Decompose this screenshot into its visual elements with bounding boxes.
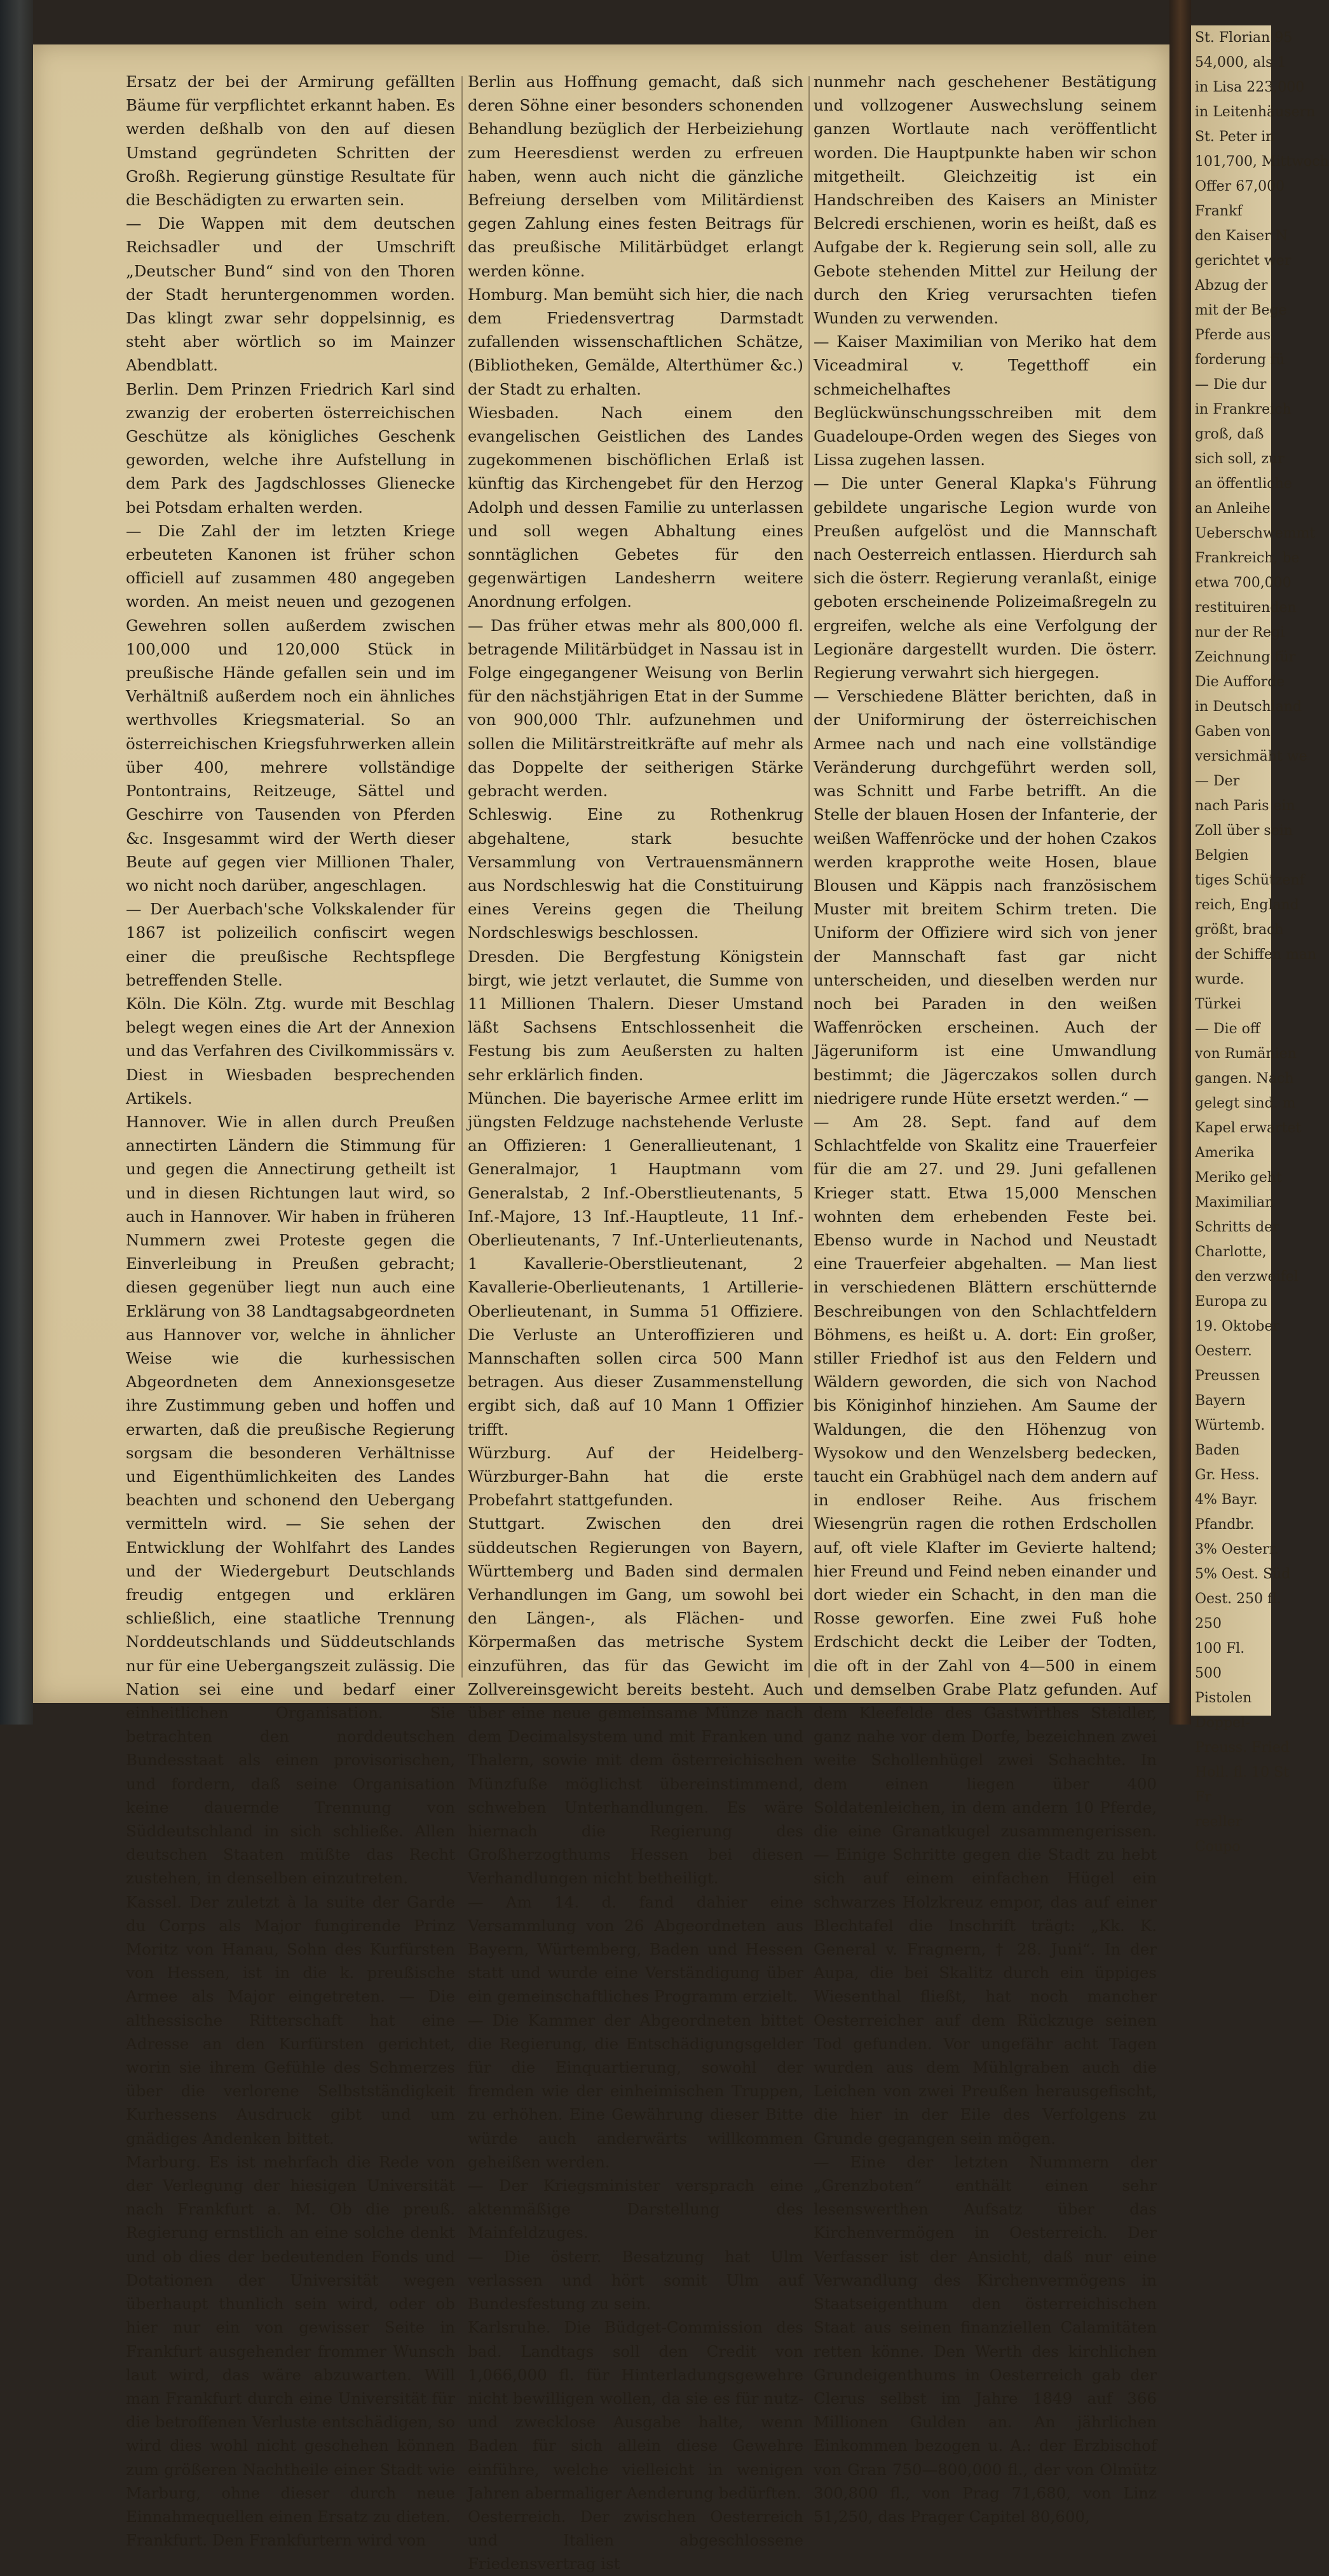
paragraph: Hannover. Wie in allen durch Preußen annectirten Ländern die Stimmung für und gegen die Annectirung getheilt ist und in diesen Richtungen laut wird, so auch in Hannover. Wir haben in früheren Nummern zwei Proteste gegen die Einverleibung in Preußen gebracht; diesen gegenüber liegt nun auch eine Erklärung von 38 Landtagsabgeordneten aus Hannover vor, welche in ähnlicher Weise wie die kurhessischen Abgeordneten dem Annexionsgesetze ihre Zustimmung geben und hoffen und erwarten, daß die preußische Regierung sorgsam die besonderen Verhältnisse und Eigenthümlichkeiten des Landes beachten und schonend den Uebergang vermitteln wird. — Sie sehen der Entwicklung der Wohlfahrt des Landes und der Wiedergeburt Deutschlands freudig entgegen und erklären schließlich, eine staatliche Trennung Norddeutschlands und Süddeutschlands nur für eine Uebergangszeit zulässig. Die Nation sei eine und bedarf einer einheitlichen Organisation. Sie betrachten den norddeutschen Bundesstaat als einen provisorischen, und fordern, daß seine Organisation keine dauernde Trennung von Süddeutschland in sich schließe. Allen deutschen Staaten müßte das Recht zustehen, in denselben einzutreten. <box>126 1112 455 1888</box>
fragment-line: Gaben von <box>1195 724 1271 740</box>
fragment-line: restituirenden <box>1195 600 1297 616</box>
fragment-line: Pfandbr. <box>1195 1517 1255 1533</box>
fragment-line: Belgien <box>1195 848 1249 864</box>
fragment-line: 101,700, Mittwoch <box>1195 154 1329 170</box>
fragment-line: groß, daß <box>1195 426 1264 442</box>
fragment-line: Türkei <box>1195 996 1241 1012</box>
fragment-line: gelegt sind. m <box>1195 1095 1296 1111</box>
paragraph: Kassel. Der zuletzt à la suite der Garde du Corps als Major fungirende Prinz Moritz von Hanau, Sohn des Kurfürsten von Hessen, ist in die k. preußische Armee als Major eingetreten. — Die althessische Ritterschaft hat eine Adresse an den Kurfürsten gerichtet, worin sie ihrem Gefühle des Schmerzes über die verlorene Selbstständigkeit Kurhessens Ausdruck gibt und um gnädiges Andenken bittet. <box>126 1892 455 2148</box>
fragment-line: Europa zu <box>1195 1294 1267 1310</box>
fragment-line: — Die dur <box>1195 377 1267 393</box>
fragment-line: Meriko geht <box>1195 1170 1282 1186</box>
fragment-line: Preussen <box>1195 1368 1260 1384</box>
paragraph: — Das früher etwas mehr als 800,000 fl. betragende Militärbüdget in Nassau ist in Folge eingegangener Weisung von Berlin für den nächstjährigen Etat in der Summe von 900,000 Thlr. aufzunehmen und sollen die Militärstreitkräfte auf mehr als das Doppelte der seitherigen Stärke gebracht werden. <box>468 616 803 801</box>
text-column-1 <box>126 70 455 2550</box>
fragment-line: reich, England <box>1195 897 1299 913</box>
fragment-line: Baden <box>1195 1442 1240 1458</box>
paragraph: Karlsruhe. Die Büdget-Commission des bad. Landtags soll den Credit von 1,066,000 fl. für Hinterladungsgewehre nicht bewilligen wollen, da sie es für nutz- und zwecklose Ausgabe halte, wenn Baden für sich allein diese Gewehre einführe, welche vielleicht in wenigen Jahren abermaliger Aenderung bedürften. <box>468 2318 803 2502</box>
fragment-line: 19. Oktober <box>1195 1319 1280 1334</box>
paragraph: — Die Kammer der Abgeordneten bittet die Regierung, die Entschädigungsgelder für die Einquartierung, sowohl der fremden wie der einheimischen Truppen, zu erhöhen. Eine Gewährung dieser Bitte würde auch anderwärts willkommen geheißen werden. <box>468 2010 803 2171</box>
fragment-line: 500 <box>1195 1665 1222 1681</box>
fragment-line: 3% Oesterr. <box>1195 1542 1279 1557</box>
fragment-line: 100 Fl. <box>1195 1641 1245 1657</box>
fragment-line: 54,000, als 1 <box>1195 55 1286 71</box>
fragment-line: forderung fü <box>1195 352 1285 368</box>
paragraph: Würzburg. Auf der Heidelberg-Würzburger-Bahn hat die erste Probefahrt stattgefunden. <box>468 1443 803 1510</box>
paragraph: München. Die bayerische Armee erlitt im jüngsten Feldzuge nachstehende Verluste an Offizieren: 1 Generallieutenant, 1 Generalmajor, 1 Hauptmann vom Generalstab, 2 Inf.-Oberstlieutenants, 5 Inf.-Majore, 13 Inf.-Hauptleute, 11 Inf.-Oberlieutenants, 7 Inf.-Unterlieutenants, 1 Kavallerie-Oberstlieutenant, 2 Kavallerie-Oberlieutenants, 1 Artillerie-Oberlieutenant, in Summa 51 Offiziere. Die Verluste an Unteroffizieren und Mannschaften sollen circa 500 Mann betragen. Aus dieser Zusammenstellung ergibt sich, daß auf 10 Mann 1 Offizier trifft. <box>468 1088 803 1439</box>
fragment-line: 250 <box>1195 1616 1222 1632</box>
paragraph: Oesterreich. Der zwischen Oesterreich und Italien abgeschlossene Friedensvertrag ist <box>468 2507 803 2573</box>
fragment-line: in Frankreich <box>1195 402 1292 417</box>
fragment-line: 4% Bayr. <box>1195 1492 1258 1508</box>
fragment-line: den verzweifel <box>1195 1269 1298 1285</box>
paragraph: — Die österr. Besatzung hat Ulm verlassen und hört somit Ulm auf Bundesfestung zu sein. <box>468 2247 803 2314</box>
fragment-line: Charlotte, <box>1195 1244 1267 1260</box>
fragment-line: mit der Bege <box>1195 302 1287 318</box>
fragment-line: Würtemb. <box>1195 1418 1265 1434</box>
fragment-line: St. Peter in <box>1195 129 1275 145</box>
paragraph: Homburg. Man bemüht sich hier, die nach dem Friedensvertrag Darmstadt zufallenden wissenschaftlichen Schätze, (Bibliotheken, Gemälde, Alterthümer &c.) der Stadt zu erhalten. <box>468 285 803 398</box>
fragment-line: von Rumänien <box>1195 1046 1297 1062</box>
paragraph: Stuttgart. Zwischen den drei süddeutschen Regierungen von Bayern, Württemberg und Baden sind dermalen Verhandlungen im Gang, um sowohl bei den Längen-, als Flächen- und Körpermaßen das metrische System einzuführen, das für das Gewicht im Zollvereinsgewicht bereits besteht. Auch über eine neue gemeinsame Münze nach dem Decimalsystem und mit Franken und Thalern, sowie mit dem österreichischen Münzfuße möglichst übereinstimmend, schweben Unterhandlungen. Es wäre hiernach die Regierung des Großherzogthums Hessen bei diesen Verhandlungen nicht betheiligt. <box>468 1514 803 1888</box>
fragment-line: Frankreich, be <box>1195 550 1300 566</box>
fragment-line: Gr. Hess. <box>1195 1467 1260 1483</box>
adjacent-page-fragment <box>1191 25 1329 1855</box>
fragment-line: St. Florian 95 <box>1195 30 1293 46</box>
fragment-line: Die Aufforde <box>1195 674 1285 690</box>
fragment-line: den Kaiser N <box>1195 228 1288 244</box>
fragment-line: Oesterr. <box>1195 1343 1252 1359</box>
paragraph: Wiesbaden. Nach einem den evangelischen Geistlichen des Landes zugekommenen bischöflichen Erlaß ist künftig das Kirchengebet für den Herzog Adolph und dessen Familie zu unterlassen und soll wegen Abhaltung eines sonntäglichen Gebetes für den gegenwärtigen Landesherrn weitere Anordnung erfolgen. <box>468 403 803 611</box>
fragment-line: nach Paris ein <box>1195 798 1295 814</box>
paragraph: Berlin. Dem Prinzen Friedrich Karl sind zwanzig der eroberten österreichischen Geschütze als königliches Geschenk geworden, welche ihre Aufstellung in dem Park des Jagdschlosses Glienecke bei Potsdam erhalten werden. <box>126 379 455 517</box>
paragraph: — Der Auerbach'sche Volkskalender für 1867 ist polizeilich confiscirt wegen einer die preußische Rechtspflege betreffenden Stelle. <box>126 900 455 989</box>
fragment-line: sich soll, zur <box>1195 451 1285 467</box>
paragraph: — Die Zahl der im letzten Kriege erbeuteten Kanonen ist früher schon officiell auf zusammen 480 angegeben worden. An meist neuen und gezogenen Gewehren sollen außerdem zwischen 100,000 und 120,000 Stück in preußische Hände gefallen sein und im Verhältniß außerdem noch ein ähnliches werthvolles Kriegsmaterial. So an österreichischen Kriegsfuhrwerken allein über 400, mehrere vollständige Pontontrains, Reitzeuge, Sättel und Geschirre von Tausenden von Pferden &c. Insgesammt wird der Werth dieser Beute auf gegen vier Millionen Thaler, wo nicht noch darüber, angeschlagen. <box>126 521 455 895</box>
book-gutter <box>1169 0 1191 1725</box>
fragment-line: 5% Oest. Süd <box>1195 1566 1291 1582</box>
paragraph: Marburg. Es ist mehrfach die Rede von der Verlegung der hiesigen Universität nach Frankfurt a. M. Ob die preuß. Regierung ernstlich an eine solche denkt und ob dies der bedeutenden Fonds und Dotationen der Universität wegen überhaupt thunlich sein wird, oder ob hier nur ein von gewisser Seite in Frankfurt ausgehender frommer Wunsch laut wird, das wäre abzuwarten. Will man Frankfurt durch eine Universität für die betroffenen Verluste entschädigen, so wird dies wohl nicht geschehen können zum größeren Nachtheile einer Stadt wie Marburg, ohne dieser durch neue Einnahmequellen einen Ersatz zu dieten. <box>126 2152 455 2526</box>
fragment-line: an Anleihe <box>1195 501 1271 517</box>
paragraph: — Verschiedene Blätter berichten, daß in der Uniformirung der österreichischen Armee nach und nach eine vollständige Veränderung durchgeführt werden soll, was Schnitt und Farbe betrifft. An die Stelle der blauen Hosen der Infanterie, der weißen Waffenröcke und der hohen Czakos werden krapprothe weite Hosen, blaue Blousen und Käppis nach französischem Muster mit breitem Schirm treten. Die Uniform der Offiziere wird sich von jener der Mannschaft fast gar nicht unterscheiden, und dieselben werden nur noch bei Paraden in den weißen Waffenröcken erscheinen. Auch der Jägeruniform ist eine Umwandlung bestimmt; die Jägerczakos sollen durch niedrigere runde Hüte ersetzt werden.“ — <box>814 687 1157 1108</box>
fragment-line: Doppel- <box>1195 1715 1250 1731</box>
paragraph: Köln. Die Köln. Ztg. wurde mit Beschlag belegt wegen eines die Art der Annexion und das Verfahren des Civilkommissärs v. Diest in Wiesbaden besprechenden Artikels. <box>126 994 455 1108</box>
fragment-line: Schritts der <box>1195 1219 1279 1235</box>
fragment-line: — Die off <box>1195 1021 1260 1037</box>
fragment-line: in Lisa 223,000 <box>1195 79 1305 95</box>
fragment-line: Bayern <box>1195 1393 1246 1409</box>
paragraph: — Kaiser Maximilian von Meriko hat dem Viceadmiral v. Tegetthoff ein schmeichelhaftes Beglückwünschungsschreiben mit dem Guadeloupe-Orden wegen des Sieges von Lissa zugehen lassen. <box>814 332 1157 470</box>
fragment-line: Amerika <box>1195 1145 1255 1161</box>
fragment-line: in Deutschland <box>1195 699 1302 715</box>
fragment-line: Offer 67,000 <box>1195 179 1285 194</box>
fragment-line: der Schiffen man <box>1195 947 1317 963</box>
paragraph: Schleswig. Eine zu Rothenkrug abgehaltene, stark besuchte Versammlung von Vertrauensmännern aus Nordschleswig hat die Constituirung eines Vereins gegen die Theilung Nordschleswigs beschlossen. <box>468 805 803 942</box>
fragment-line: Coupo <box>1195 1839 1241 1855</box>
fragment-line: in Leitenhäusern <box>1195 104 1316 120</box>
fragment-line: Fr <box>1195 1789 1211 1805</box>
fragment-line: reeller <box>1195 1814 1243 1830</box>
paragraph: — Am 28. Sept. fand auf dem Schlachtfelde von Skalitz eine Trauerfeier für die am 27. und 29. Juni gefallenen Krieger statt. Etwa 15,000 Menschen wohnten dem erhebenden Feste bei. Ebenso wurde in Nachod und Neustadt eine Trauerfeier abgehalten. — Man liest in verschiedenen Blättern erschütternde Beschreibungen von den Schlachtfeldern Böhmens, es heißt u. A. dort: Ein großer, stiller Friedhof ist aus den Feldern und Wäldern geworden, die sich von Nachod bis Königinhof hinziehen. Am Saume der Waldungen, die den Höhenzug von Wysokow und den Wenzelsberg bedecken, taucht ein Grabhügel nach dem andern auf in endloser Reihe. Aus frischem Wiesengrün ragen die rothen Erdschollen auf, oft viele Klafter im Gevierte haltend; hier Freund und Feind neben einander und dort wieder ein Schacht, in den man die Rosse geworfen. Eine zwei Fuß hohe Erdschicht deckt die Leiber der Todten, die oft in der Zahl von 4—500 in einem und demselben Grabe Platz gefunden. Auf dem Kleefelde des Gastwirthes Steidler, ganz nahe vor dem Dorfe, bezeichnen zwei weite Schollenhügel zwei Schachte. In dem einen liegen über 400 Soldatenleichen, in dem andern 10 Pferde, die eine Granatkugel zusammengerissen. — Einige Schritte gegen die Stadt zu hebt sich auf einem einfachen Hügel ein schwarzes Holzkreuz empor, das auf einer Blechtafel die Inschrift trägt: „Kk. K. General v. Fragnern, † 28. Juni“. In der Aupa, die bei Skalitz durch ein üppiges Wiesenthal fließt, hat noch mancher Oesterreicher auf dem Rückzuge seinen Tod gefunden. Vor ungefähr acht Tagen wurden aus dem Mühlgraben auch die Leichen von zwei Preußen herausgefischt, die hier in der Eile des Verfolgens zu Grunde gegangen sein mögen. <box>814 1112 1157 2148</box>
paragraph: Dresden. Die Bergfestung Königstein birgt, wie jetzt verlautet, die Summe von 11 Millionen Thalern. Dieser Umstand läßt Sachsens Entschlossenheit die Festung bis zum Aeußersten zu halten sehr erklärlich finden. <box>468 947 803 1084</box>
fragment-line: Pferde aus <box>1195 327 1271 343</box>
fragment-line: Pistolen <box>1195 1690 1252 1706</box>
paragraph: — Am 14. d. fand dahier eine Versammlung von 26 Abgeordneten aus Bayern, Würtemberg, Baden und Hessen statt und wurde eine Verständigung über ein gemeinschaftliches Programm erzielt. <box>468 1892 803 2006</box>
fragment-line: Maximilian <box>1195 1195 1274 1210</box>
paragraph: Berlin aus Hoffnung gemacht, daß sich deren Söhne einer besonders schonenden Behandlung bezüglich der Herbeiziehung zum Heeresdienst werden zu erfreuen haben, wenn auch nicht die gänzliche Befreiung derselben vom Militärdienst gegen Zahlung eines festen Beitrags für das preußische Militärbüdget erlangt werden könne. <box>468 72 803 280</box>
fragment-line: Holl. fl. 10 St <box>1195 1765 1290 1780</box>
fragment-line: Preuss. Fried <box>1195 1740 1290 1756</box>
fragment-line: Ueberschwemmt <box>1195 525 1316 541</box>
fragment-line: tiges Schützenf <box>1195 872 1305 888</box>
paragraph: Ersatz der bei der Armirung gefällten Bäume für verpflichtet erkannt haben. Es werden deßhalb von den auf diesen Umstand gegründeten Schritten der Großh. Regierung günstige Resultate für die Beschädigten zu erwarten sein. <box>126 72 455 210</box>
fragment-line: Kapel erwartet <box>1195 1120 1302 1136</box>
fragment-line: an öffentliche <box>1195 476 1292 492</box>
paragraph: — Eine der letzten Nummern der „Grenzboten“ enthält einen sehr lesenswerthen Aufsatz über das Kirchenvermögen in Oesterreich. Der Verfasser ist der Ansicht, daß nur eine Verwandlung des Kirchenvermögens in Staatseigenthum den österreichischen Staat aus seinen finanziellen Calamitäten retten könne. Den Werth des kirchlichen Grundeigenthums in Oesterreich gab der Clerus selbst im Jahre 1849 auf 366 Millionen Gulden an. An jährlichen Einkommen bezogen u. A.: der Erzbischof von Gran 750—800,000 fl., der von Olmütz 300,800 fl., von Prag 71,680, von Linz 51,250, das Prager Capitel 80,600, <box>814 2152 1157 2526</box>
fragment-line: — Der <box>1195 773 1240 789</box>
fragment-line: nur der Regi <box>1195 625 1285 641</box>
fragment-line: Frankf <box>1195 203 1243 219</box>
column-rule-1 <box>461 76 463 1678</box>
fragment-line: versichmäht we <box>1195 749 1307 764</box>
fragment-line: wurde. <box>1195 972 1244 987</box>
fragment-line: etwa 700,000 <box>1195 575 1292 591</box>
fragment-line: Zeichnung für <box>1195 649 1296 665</box>
paragraph: Frankfurt. Den Frankfurtern wird von <box>126 2531 426 2550</box>
fragment-line: Zoll über sein <box>1195 823 1293 839</box>
paragraph: — Die Wappen mit dem deutschen Reichsadler und der Umschrift „Deutscher Bund“ sind von den Thoren der Stadt heruntergenommen worden. Das klingt zwar sehr doppelsinnig, es steht aber wörtlich so im Mainzer Abendblatt. <box>126 214 455 375</box>
paragraph: — Die unter General Klapka's Führung gebildete ungarische Legion wurde von Preußen aufgelöst und die Mannschaft nach Oesterreich entlassen. Hierdurch sah sich die österr. Regierung veranlaßt, einige geboten erscheinende Polizeimaßregeln zu ergreifen, welche als eine Verfolgung der Legionäre dargestellt wurden. Die österr. Regierung verwahrt sich hiergegen. <box>814 474 1157 682</box>
book-binding-left <box>0 0 33 1725</box>
fragment-line: gangen. Nach <box>1195 1071 1294 1087</box>
fragment-line: Oest. 250 fl. <box>1195 1591 1281 1607</box>
text-column-3 <box>814 70 1157 2526</box>
fragment-line: Abzug der <box>1195 278 1268 294</box>
paragraph: — Der Kriegsminister versprach eine aktenmäßige Darstellung des Mainfeldzuges. <box>468 2176 803 2242</box>
text-column-2 <box>468 70 803 2573</box>
fragment-line: größt, brach <box>1195 922 1284 938</box>
paragraph: nunmehr nach geschehener Bestätigung und vollzogener Auswechslung seinem ganzen Wortlaute nach veröffentlicht worden. Die Hauptpunkte haben wir schon mitgetheilt. Gleichzeitig ist ein Handschreiben des Kaisers an Minister Belcredi erschienen, worin es heißt, daß es Aufgabe der k. Regierung sein soll, alle zu Gebote stehenden Mittel zur Heilung der durch den Krieg verursachten tiefen Wunden zu verwenden. <box>814 72 1157 328</box>
fragment-line: gerichtet wer <box>1195 253 1292 269</box>
column-rule-2 <box>808 76 810 1678</box>
